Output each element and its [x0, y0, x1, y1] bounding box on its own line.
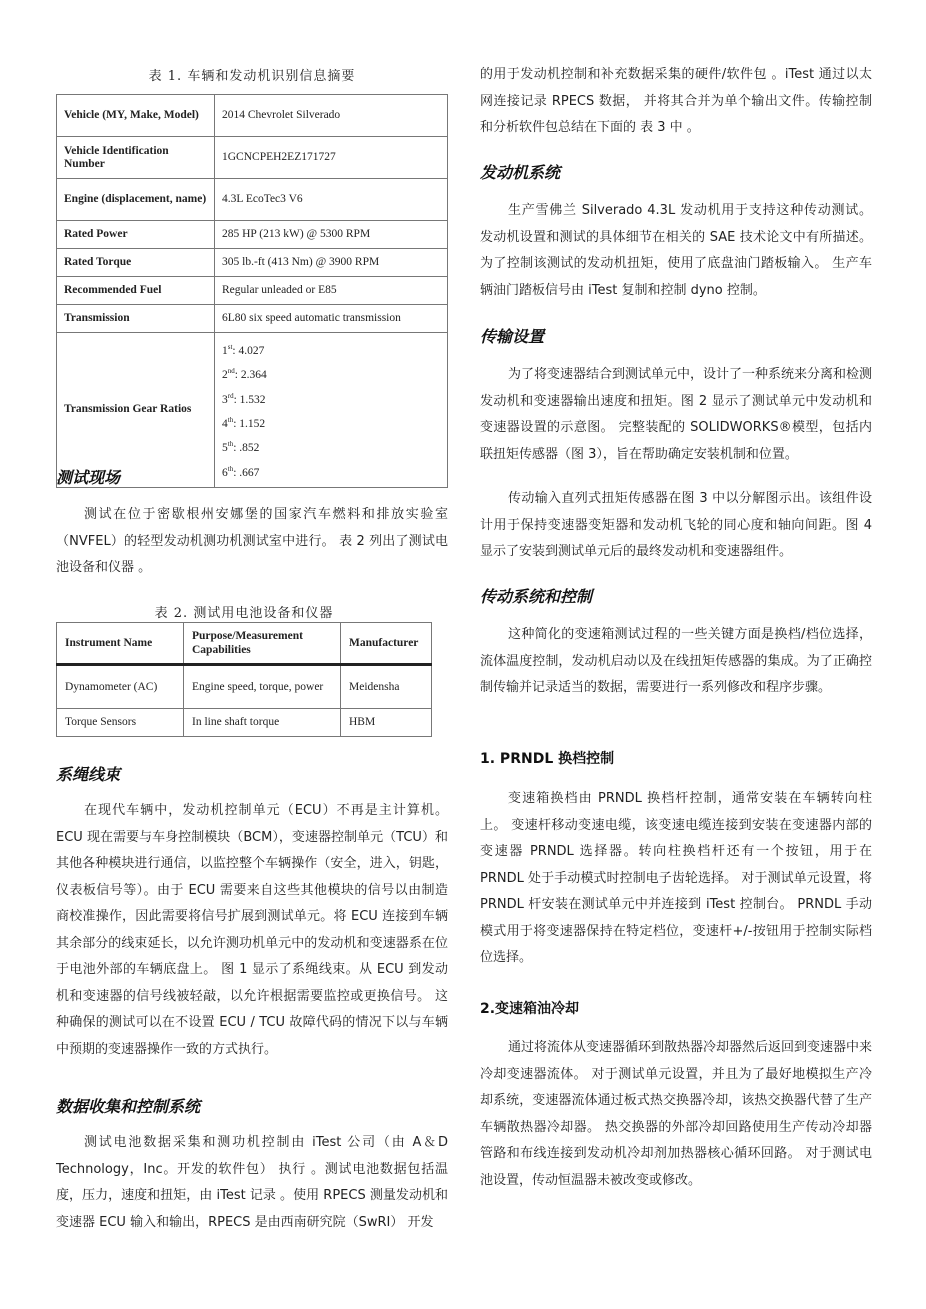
table-cell-key: Rated Torque: [57, 249, 215, 277]
gear-ordinal: 6: [222, 466, 228, 479]
gear-value: : .852: [233, 442, 260, 455]
table-header-row: [57, 623, 432, 665]
table-row: [57, 277, 448, 305]
column-header: Instrument Name: [57, 623, 184, 665]
gear-ratio-line: [222, 459, 440, 483]
table-cell-key: Recommended Fuel: [57, 277, 215, 305]
gear-ordinal: 4: [222, 417, 228, 430]
gear-value: : .667: [233, 466, 260, 479]
gear-ratio-line: [222, 361, 440, 385]
gear-ordinal: 1: [222, 344, 228, 357]
column-header: Purpose/Measurement Capabilities: [184, 623, 341, 665]
table-row: [57, 221, 448, 249]
gear-ratio-line: [222, 434, 440, 458]
instrument-table: [56, 622, 432, 737]
table-cell-value: 6L80 six speed automatic transmission: [215, 305, 448, 333]
paragraph-trans-cooling: 通过将流体从变速器循环到散热器冷却器然后返回到变速器中来冷却变速器流体。 对于测试单元设置，并且为了最好地模拟生产冷却系统，变速器流体通过板式热交换器冷却，该热交换器代替了生产车辆散热器冷却器。 热交换器的外部冷却回路使用生产传动冷却器管路和布线连接到发动机冷却剂加热器核心循环回路。 对于测试电池设置，传动恒温器未被改变或修改。: [480, 1040, 873, 1188]
table-row: [57, 137, 448, 179]
gear-ratio-line: [222, 386, 440, 410]
table-cell-key: Transmission: [57, 305, 215, 333]
table-row: [57, 305, 448, 333]
table1-caption: 表 1. 车辆和发动机识别信息摘要: [148, 69, 356, 84]
table-row: [57, 179, 448, 221]
table-row: [57, 665, 432, 709]
gear-value: : 1.532: [233, 393, 266, 406]
table-cell-value: 1GCNCPEH2EZ171727: [215, 137, 448, 179]
table-cell: Torque Sensors: [57, 709, 184, 737]
table-cell-key: Engine (displacement, name): [57, 179, 215, 221]
paragraph-engine-system: 生产雪佛兰 Silverado 4.3L 发动机用于支持这种传动测试。 发动机设置和测试的具体细节在相关的 SAE 技术论文中有所描述。为了控制该测试的发动机扭矩，使用了底盘油门踏板输入。 生产车辆油门踏板信号由 iTest 复制和控制 dyno 控制。: [480, 203, 872, 298]
heading-test-site: 测试现场: [56, 468, 121, 487]
paragraph-continued: 的用于发动机控制和补充数据采集的硬件/软件包 。iTest 通过以太网连接记录 RPECS 数据， 并将其合并为单个输出文件。传输控制和分析软件包总结在下面的 表 3 中 。: [480, 67, 872, 135]
gear-ratio-line: [222, 337, 440, 361]
heading-harness: 系绳线束: [56, 765, 121, 784]
gear-ordinal: 3: [222, 393, 228, 406]
table-cell: Meidensha: [341, 665, 432, 709]
gear-ordinal: 5: [222, 442, 228, 455]
table-row: [57, 95, 448, 137]
table-row: [57, 249, 448, 277]
table-cell: In line shaft torque: [184, 709, 341, 737]
heading-trans-cooling: 2.变速箱油冷却: [480, 1001, 580, 1017]
table-cell-value: 2014 Chevrolet Silverado: [215, 95, 448, 137]
gear-value: : 2.364: [234, 369, 267, 382]
vehicle-info-table: [56, 94, 448, 488]
paragraph-transmission-setup-2: 传动输入直列式扭矩传感器在图 3 中以分解图示出。该组件设计用于保持变速器变矩器和发动机飞轮的同心度和轴向间距。图 4 显示了安装到测试单元后的最终发动机和变速器组件。: [480, 491, 872, 559]
heading-data-control: 数据收集和控制系统: [56, 1097, 201, 1116]
gear-suffix: th: [227, 415, 234, 424]
table-cell-key: Vehicle (MY, Make, Model): [57, 95, 215, 137]
paragraph-prndl: 变速箱换档由 PRNDL 换档杆控制，通常安装在车辆转向柱上。 变速杆移动变速电缆，该变速电缆连接到安装在变速器内部的变速器 PRNDL 选择器。转向柱换档杆还有一个按钮，用于在 PRNDL 处于手动模式时控制电子齿轮选择。 对于测试单元设置，将 PRNDL 杆安装在测试单元中并连接到 iTest 控制台。 PRNDL 手动模式用于将变速器保持在特定档位，变速杆+/-按钮用于控制实际档位选择。: [480, 791, 872, 965]
table-cell-value: 305 lb.-ft (413 Nm) @ 3900 RPM: [215, 249, 448, 277]
table-cell-key: Transmission Gear Ratios: [57, 333, 215, 488]
paragraph-transmission-setup-1: 为了将变速器结合到测试单元中，设计了一种系统来分离和检测发动机和变速器输出速度和扭矩。图 2 显示了测试单元中发动机和变速器设置的示意图。 完整装配的 SOLIDWORKS®模型，包括内联扭矩传感器（图 3），旨在帮助确定安装机制和位置。: [480, 367, 873, 462]
paragraph-harness: 在现代车辆中，发动机控制单元（ECU）不再是主计算机。ECU 现在需要与车身控制模块（BCM），变速器控制单元（TCU）和其他各种模块进行通信，以监控整个车辆操作（安全，进入，钥匙，仪表板信号等）。由于 ECU 需要来自这些其他模块的信号以由制造商校准操作，因此需要将信号扩展到测试单元。将 ECU 连接到车辆其余部分的线束延长，以允许测功机单元中的发动机和变速器系在位于电池外部的车辆底盘上。 图 1 显示了系绳线束。从 ECU 到发动机和变速器的信号线被轻敲，以允许根据需要监控或更换信号。 这种确保的测试可以在不设置 ECU / TCU 故障代码的情况下以与车辆中预期的变速器操作一致的方式执行。: [56, 803, 448, 1057]
paragraph-test-site: 测试在位于密歇根州安娜堡的国家汽车燃料和排放实验室（NVFEL）的轻型发动机测功机测试室中进行。 表 2 列出了测试电池设备和仪器 。: [56, 507, 448, 575]
table-cell-value: Regular unleaded or E85: [215, 277, 448, 305]
table-cell-key: Rated Power: [57, 221, 215, 249]
heading-prndl: 1. PRNDL 换档控制: [480, 751, 615, 767]
gear-suffix: rd: [227, 391, 234, 400]
table-cell-value: 4.3L EcoTec3 V6: [215, 179, 448, 221]
table-cell: Engine speed, torque, power: [184, 665, 341, 709]
gear-suffix: st: [227, 343, 233, 351]
heading-engine-system: 发动机系统: [480, 163, 561, 182]
gear-value: : 1.152: [233, 417, 266, 430]
table2-caption: 表 2. 测试用电池设备和仪器: [154, 606, 334, 621]
gear-value: : 4.027: [232, 344, 265, 357]
column-header: Manufacturer: [341, 623, 432, 665]
table-cell: Dynamometer (AC): [57, 665, 184, 709]
gear-ordinal: 2: [222, 369, 228, 382]
table-row: [57, 709, 432, 737]
gear-ratio-line: [222, 410, 440, 434]
gear-ratio-list: [215, 333, 448, 488]
table-cell: HBM: [341, 709, 432, 737]
gear-suffix: th: [227, 464, 234, 473]
table-cell-value: 285 HP (213 kW) @ 5300 RPM: [215, 221, 448, 249]
heading-transmission-setup: 传输设置: [480, 327, 545, 346]
paragraph-data-control: 测试电池数据采集和测功机控制由 iTest 公司（由 A＆D Technology，Inc。开发的软件包） 执行 。测试电池数据包括温度，压力，速度和扭矩，由 iTest 记录 。使用 RPECS 测量发动机和变速器 ECU 输入和输出，RPECS 是由西南研究院（SwRI） 开发: [56, 1135, 448, 1230]
gear-suffix: nd: [227, 367, 235, 376]
table-cell-key: Vehicle Identification Number: [57, 137, 215, 179]
heading-driveline-control: 传动系统和控制: [480, 587, 593, 606]
gear-suffix: th: [227, 440, 234, 449]
paragraph-driveline-control: 这种简化的变速箱测试过程的一些关键方面是换档/档位选择，流体温度控制，发动机启动以及在线扭矩传感器的集成。为了正确控制传输并记录适当的数据，需要进行一系列修改和程序步骤。: [480, 627, 872, 695]
